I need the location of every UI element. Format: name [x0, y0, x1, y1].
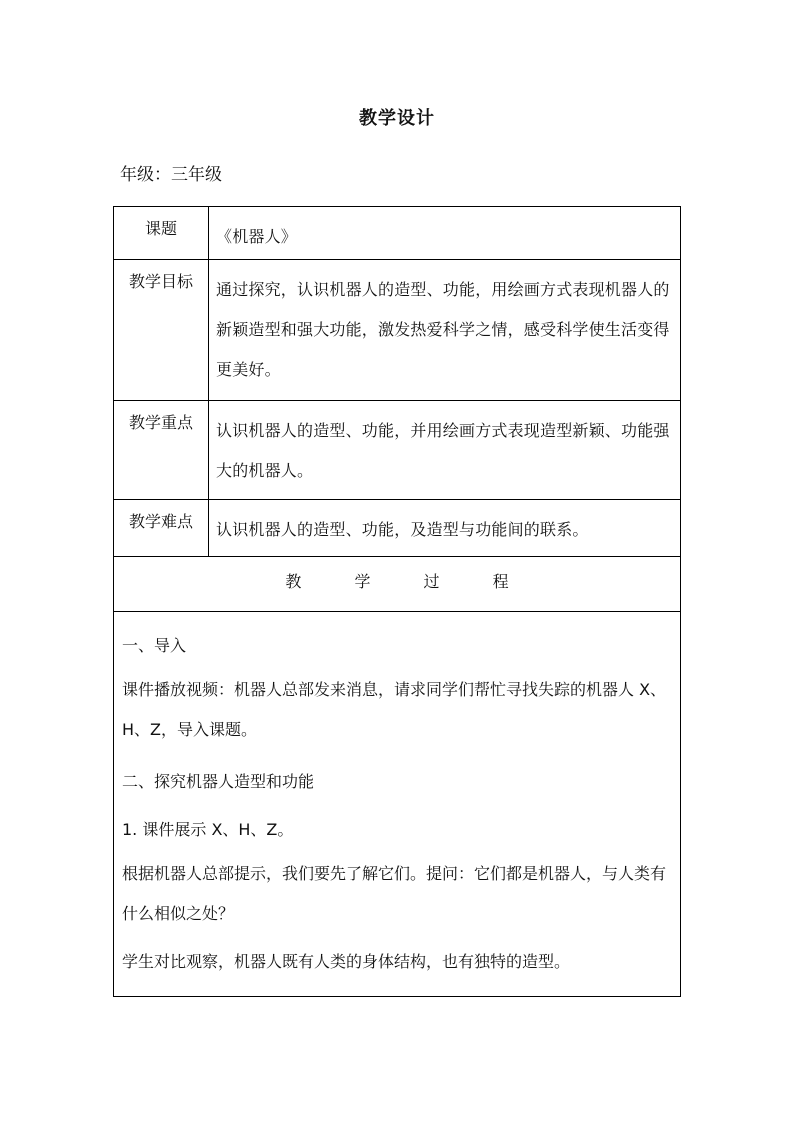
process-header-char: 学 — [354, 572, 371, 591]
section1-heading: 一、导入 — [122, 636, 187, 655]
grade-line: 年级：三年级 — [120, 165, 222, 185]
lesson-plan-table — [113, 206, 681, 997]
observation-text: 学生对比观察，机器人既有人类的身体结构，也有独特的造型。 — [122, 952, 571, 971]
objective-label: 教学目标 — [114, 260, 209, 401]
table-row-process-header — [114, 557, 681, 612]
topic-value: 《机器人》 — [209, 207, 681, 260]
difficulty-value: 认识机器人的造型、功能，及造型与功能间的联系。 — [209, 500, 681, 557]
process-header — [114, 557, 681, 612]
topic-label: 课题 — [114, 207, 209, 260]
process-header-char: 教 — [285, 572, 302, 591]
difficulty-label: 教学难点 — [114, 500, 209, 557]
section1-text: 课件播放视频：机器人总部发来消息，请求同学们帮忙寻找失踪的机器人 X、H、Z，导入课题。 — [122, 680, 667, 739]
step1-text: 1. 课件展示 X、H、Z。 — [122, 820, 294, 839]
process-header-char: 过 — [423, 572, 440, 591]
process-body — [114, 612, 681, 997]
table-row-process-body — [114, 612, 681, 997]
table-row-objective — [114, 260, 681, 401]
key-point-label: 教学重点 — [114, 401, 209, 500]
section2-heading: 二、探究机器人造型和功能 — [122, 772, 315, 791]
objective-value: 通过探究，认识机器人的造型、功能，用绘画方式表现机器人的新颖造型和强大功能，激发热爱科学之情，感受科学使生活变得更美好。 — [209, 260, 681, 401]
key-point-value: 认识机器人的造型、功能，并用绘画方式表现造型新颖、功能强大的机器人。 — [209, 401, 681, 500]
table-row-difficulty — [114, 500, 681, 557]
table-row-key-point — [114, 401, 681, 500]
question-text: 根据机器人总部提示，我们要先了解它们。提问：它们都是机器人，与人类有什么相似之处？ — [122, 864, 667, 923]
process-header-char: 程 — [492, 572, 509, 591]
document-title: 教学设计 — [359, 108, 435, 129]
table-row-topic — [114, 207, 681, 260]
